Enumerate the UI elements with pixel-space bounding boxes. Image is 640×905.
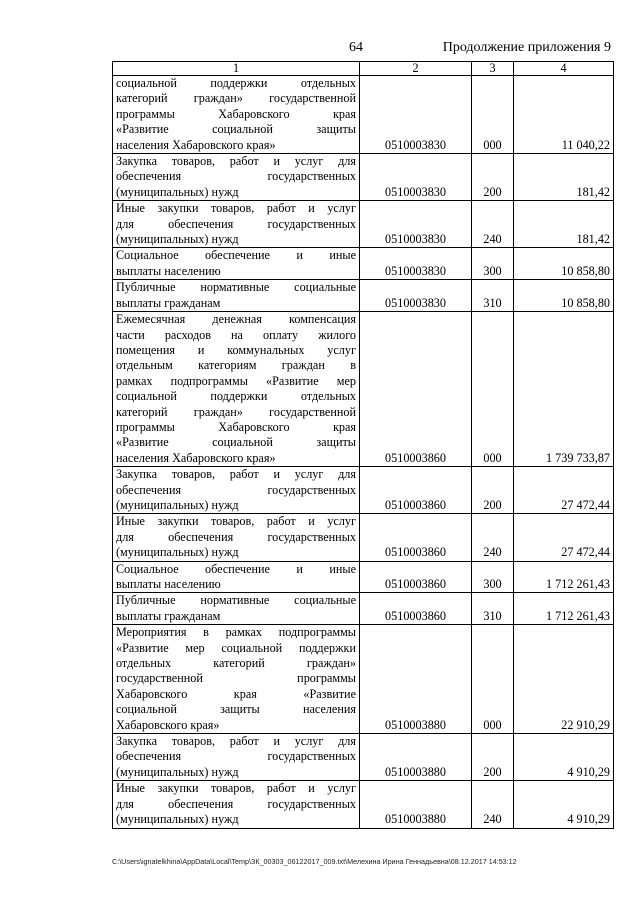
row-name-line: выплаты населению bbox=[116, 263, 221, 278]
row-name-line: отдельных категорий граждан» bbox=[116, 656, 356, 671]
row-name-line: Иные закупки товаров, работ и услуг bbox=[116, 781, 356, 796]
row-name-line: для обеспечения государственных bbox=[116, 216, 356, 231]
row-name-cell bbox=[113, 280, 360, 312]
table-row bbox=[113, 734, 614, 781]
row-name-line: социальной поддержки отдельных bbox=[116, 389, 356, 404]
row-code-cell: 0510003860 bbox=[360, 467, 472, 514]
column-header: 2 bbox=[360, 62, 472, 76]
column-header: 3 bbox=[472, 62, 514, 76]
row-name-cell bbox=[113, 514, 360, 561]
row-code-cell: 0510003860 bbox=[360, 514, 472, 561]
row-name-line: Мероприятия в рамках подпрограммы bbox=[116, 625, 356, 640]
row-name-line: части расходов на оплату жилого bbox=[116, 327, 356, 342]
page-number: 64 bbox=[349, 40, 363, 55]
row-name-cell bbox=[113, 593, 360, 625]
row-name-cell bbox=[113, 201, 360, 248]
row-amount-cell: 181,42 bbox=[514, 201, 614, 248]
row-type-cell: 200 bbox=[472, 467, 514, 514]
row-name-line: (муниципальных) нужд bbox=[116, 184, 239, 199]
row-name-cell bbox=[113, 312, 360, 467]
row-name-line: Публичные нормативные социальные bbox=[116, 280, 356, 295]
table-body bbox=[113, 76, 614, 829]
row-name-cell bbox=[113, 467, 360, 514]
row-code-cell: 0510003830 bbox=[360, 76, 472, 154]
row-name-line: Публичные нормативные социальные bbox=[116, 593, 356, 608]
row-code-cell: 0510003830 bbox=[360, 201, 472, 248]
row-type-cell: 240 bbox=[472, 781, 514, 828]
row-name-cell bbox=[113, 734, 360, 781]
row-name-cell bbox=[113, 625, 360, 734]
budget-table bbox=[112, 61, 614, 829]
row-name-line: социальной защиты населения bbox=[116, 702, 356, 717]
row-amount-cell: 4 910,29 bbox=[514, 781, 614, 828]
row-name-line: категорий граждан» государственной bbox=[116, 404, 356, 419]
row-amount-cell: 10 858,80 bbox=[514, 248, 614, 280]
table-row bbox=[113, 593, 614, 625]
row-type-cell: 000 bbox=[472, 625, 514, 734]
row-amount-cell: 181,42 bbox=[514, 154, 614, 201]
row-name-line: Социальное обеспечение и иные bbox=[116, 248, 356, 263]
row-amount-cell: 1 712 261,43 bbox=[514, 561, 614, 593]
row-name-line: Социальное обеспечение и иные bbox=[116, 561, 356, 576]
row-name-line: социальной поддержки отдельных bbox=[116, 76, 356, 90]
row-amount-cell: 4 910,29 bbox=[514, 734, 614, 781]
table-row bbox=[113, 514, 614, 561]
row-code-cell: 0510003860 bbox=[360, 593, 472, 625]
table-row bbox=[113, 625, 614, 734]
row-name-line: категорий граждан» государственной bbox=[116, 91, 356, 106]
row-amount-cell: 1 712 261,43 bbox=[514, 593, 614, 625]
row-name-line: Иные закупки товаров, работ и услуг bbox=[116, 514, 356, 529]
row-amount-cell: 11 040,22 bbox=[514, 76, 614, 154]
column-header: 4 bbox=[514, 62, 614, 76]
continuation-label: Продолжение приложения 9 bbox=[442, 40, 611, 55]
row-type-cell: 240 bbox=[472, 201, 514, 248]
row-type-cell: 000 bbox=[472, 76, 514, 154]
table-row bbox=[113, 248, 614, 280]
table-row bbox=[113, 467, 614, 514]
row-name-line: для обеспечения государственных bbox=[116, 796, 356, 811]
row-type-cell: 200 bbox=[472, 154, 514, 201]
row-type-cell: 000 bbox=[472, 312, 514, 467]
row-code-cell: 0510003830 bbox=[360, 280, 472, 312]
table-row bbox=[113, 280, 614, 312]
row-name-line: (муниципальных) нужд bbox=[116, 497, 239, 512]
row-name-line: Закупка товаров, работ и услуг для bbox=[116, 467, 356, 482]
row-name-line: населения Хабаровского края» bbox=[116, 450, 276, 465]
row-name-line: (муниципальных) нужд bbox=[116, 764, 239, 779]
row-name-line: «Развитие мер социальной поддержки bbox=[116, 640, 356, 655]
row-name-cell bbox=[113, 781, 360, 828]
row-name-line: выплаты гражданам bbox=[116, 608, 221, 623]
table-row bbox=[113, 76, 614, 154]
row-name-line: Ежемесячная денежная компенсация bbox=[116, 312, 356, 327]
row-amount-cell: 22 910,29 bbox=[514, 625, 614, 734]
row-name-line: Иные закупки товаров, работ и услуг bbox=[116, 201, 356, 216]
row-name-line: «Развитие социальной защиты bbox=[116, 435, 356, 450]
table-row bbox=[113, 201, 614, 248]
row-name-line: населения Хабаровского края» bbox=[116, 137, 276, 152]
row-name-line: Закупка товаров, работ и услуг для bbox=[116, 154, 356, 169]
row-code-cell: 0510003860 bbox=[360, 312, 472, 467]
row-code-cell: 0510003830 bbox=[360, 154, 472, 201]
row-type-cell: 300 bbox=[472, 561, 514, 593]
row-name-line: Хабаровского края» bbox=[116, 717, 220, 732]
row-name-line: «Развитие социальной защиты bbox=[116, 122, 356, 137]
row-name-line: Хабаровского края «Развитие bbox=[116, 686, 356, 701]
row-type-cell: 200 bbox=[472, 734, 514, 781]
row-name-line: государственной программы bbox=[116, 671, 356, 686]
row-amount-cell: 10 858,80 bbox=[514, 280, 614, 312]
row-name-line: программы Хабаровского края bbox=[116, 419, 356, 434]
row-name-cell bbox=[113, 154, 360, 201]
row-code-cell: 0510003880 bbox=[360, 734, 472, 781]
table-row bbox=[113, 561, 614, 593]
table-header-row bbox=[113, 62, 614, 76]
row-name-line: обеспечения государственных bbox=[116, 749, 356, 764]
table-row bbox=[113, 781, 614, 828]
row-name-line: обеспечения государственных bbox=[116, 169, 356, 184]
row-name-line: выплаты гражданам bbox=[116, 295, 221, 310]
row-code-cell: 0510003860 bbox=[360, 561, 472, 593]
row-name-line: выплаты населению bbox=[116, 577, 221, 591]
row-type-cell: 240 bbox=[472, 514, 514, 561]
row-name-line: (муниципальных) нужд bbox=[116, 232, 239, 247]
row-name-line: отдельным категориям граждан в bbox=[116, 358, 356, 373]
row-name-line: помещения и коммунальных услуг bbox=[116, 342, 356, 357]
column-header: 1 bbox=[113, 62, 360, 76]
row-name-line: Закупка товаров, работ и услуг для bbox=[116, 734, 356, 749]
row-name-cell bbox=[113, 248, 360, 280]
table-row bbox=[113, 154, 614, 201]
row-amount-cell: 1 739 733,87 bbox=[514, 312, 614, 467]
row-name-line: (муниципальных) нужд bbox=[116, 545, 239, 560]
row-amount-cell: 27 472,44 bbox=[514, 514, 614, 561]
row-type-cell: 310 bbox=[472, 593, 514, 625]
row-name-line: программы Хабаровского края bbox=[116, 106, 356, 121]
row-type-cell: 300 bbox=[472, 248, 514, 280]
row-name-line: рамках подпрограммы «Развитие мер bbox=[116, 373, 356, 388]
row-name-line: обеспечения государственных bbox=[116, 482, 356, 497]
footer-file-path: C:\Users\ignatelkhina\AppData\Local\Temp\ЗК_00303_06122017_009.txt\Мелехина Ирина Геннадьевна\08.12.2017 14:53:12 bbox=[112, 857, 517, 866]
row-code-cell: 0510003880 bbox=[360, 781, 472, 828]
row-name-line: (муниципальных) нужд bbox=[116, 812, 239, 827]
row-amount-cell: 27 472,44 bbox=[514, 467, 614, 514]
row-type-cell: 310 bbox=[472, 280, 514, 312]
row-name-cell bbox=[113, 561, 360, 593]
row-code-cell: 0510003880 bbox=[360, 625, 472, 734]
row-name-line: для обеспечения государственных bbox=[116, 529, 356, 544]
row-name-cell bbox=[113, 76, 360, 154]
table-row bbox=[113, 312, 614, 467]
row-code-cell: 0510003830 bbox=[360, 248, 472, 280]
